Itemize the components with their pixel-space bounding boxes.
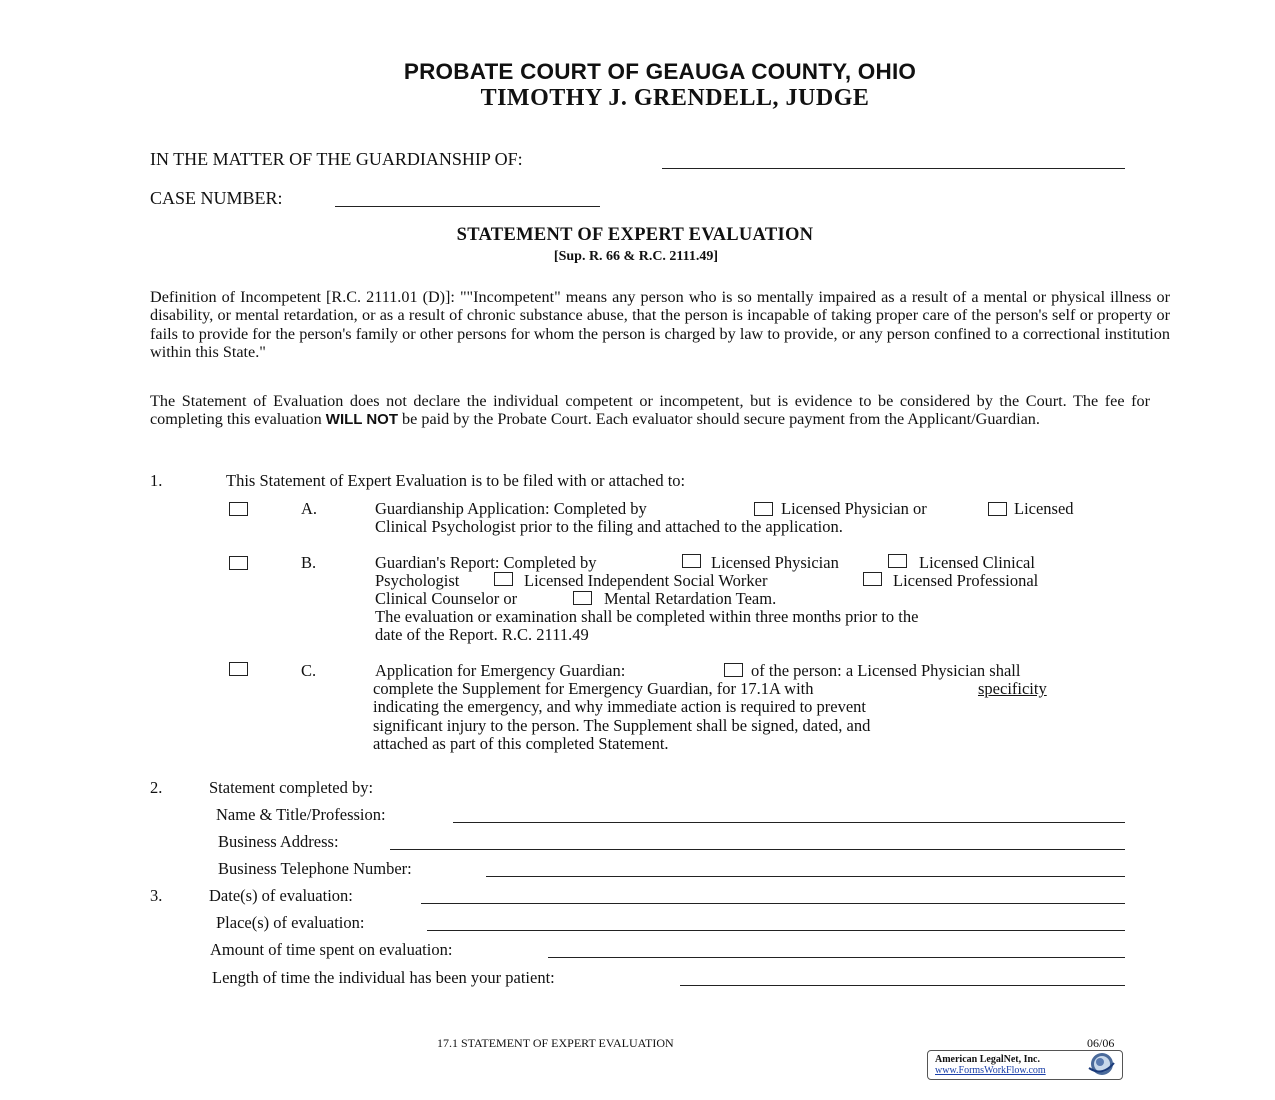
checkbox-b-physician[interactable]	[682, 554, 701, 568]
section-1-number: 1.	[150, 471, 163, 490]
option-a-line1c: Licensed	[1014, 499, 1074, 518]
publisher-badge[interactable]	[927, 1050, 1123, 1080]
patient-length-field[interactable]	[680, 985, 1125, 986]
checkbox-option-c[interactable]	[229, 662, 248, 676]
guardianship-name-field[interactable]	[662, 168, 1125, 169]
option-b-line1b: Licensed Physician	[711, 553, 839, 572]
option-c-line3: indicating the emergency, and why immediate action is required to prevent	[373, 697, 867, 716]
case-number-field[interactable]	[335, 206, 600, 207]
checkbox-option-a[interactable]	[229, 502, 248, 516]
checkbox-b-clinical-psychologist[interactable]	[888, 554, 907, 568]
checkbox-b-social-worker[interactable]	[494, 572, 513, 586]
option-b-line3b: Mental Retardation Team.	[604, 589, 777, 608]
guardianship-label: IN THE MATTER OF THE GUARDIANSHIP OF:	[150, 149, 523, 169]
option-b-line3a: Clinical Counselor or	[375, 589, 518, 608]
option-c-line1b: of the person: a Licensed Physician shall	[751, 661, 1021, 680]
option-b-letter: B.	[301, 553, 317, 572]
places-label: Place(s) of evaluation:	[216, 913, 365, 932]
checkbox-option-b[interactable]	[229, 556, 248, 570]
business-phone-label: Business Telephone Number:	[218, 859, 412, 878]
court-name: PROBATE COURT OF GEAUGA COUNTY, OHIO	[403, 59, 917, 84]
option-c-line1a: Application for Emergency Guardian:	[375, 661, 626, 680]
notice-text-end: be paid by the Probate Court. Each evaluator should secure payment from the Applicant/Guardian.	[398, 410, 1040, 429]
incompetent-definition: Definition of Incompetent [R.C. 2111.01 (D)]: ""Incompetent" means any person who is so mentally impaired as a result of a mental or physical illness or disability, or mental retardation, or as a result of chronic substance abuse, that the person is incapable of taking proper care of the person's self or property or fails to provide for the person's family or other persons for whom the person is charged by law to provide, or any person confined to a correctional institution within this State."	[150, 288, 1170, 361]
business-address-field[interactable]	[390, 849, 1125, 850]
checkbox-a-physician[interactable]	[754, 502, 773, 516]
option-c-line5: attached as part of this completed Statement.	[373, 734, 669, 753]
option-a-line1b: Licensed Physician or	[781, 499, 927, 518]
option-b-line1a: Guardian's Report: Completed by	[375, 553, 597, 572]
footer-form-name: 17.1 STATEMENT OF EXPERT EVALUATION	[437, 1036, 674, 1050]
notice-text-start: The Statement of Evaluation does not declare the individual competent or incompetent, but is evidence to be considered by the Court. The fee for completing this evaluation	[150, 392, 1150, 429]
option-c-line4: significant injury to the person. The Supplement shall be signed, dated, and	[373, 716, 871, 735]
section-2-heading: Statement completed by:	[209, 778, 374, 797]
option-a-letter: A.	[301, 499, 318, 518]
option-b-line2a: Psychologist	[375, 571, 460, 590]
form-subtitle: [Sup. R. 66 & R.C. 2111.49]	[553, 249, 719, 264]
form-title: STATEMENT OF EXPERT EVALUATION	[456, 225, 814, 245]
judge-name: TIMOTHY J. GRENDELL, JUDGE	[480, 85, 870, 111]
option-b-line4: The evaluation or examination shall be completed within three months prior to the	[375, 607, 919, 626]
section-3-number: 3.	[150, 886, 163, 905]
option-a-line2: Clinical Psychologist prior to the filing and attached to the application.	[375, 517, 843, 536]
option-c-line2b: specificity	[978, 679, 1047, 698]
option-b-line1c: Licensed Clinical	[919, 553, 1035, 572]
time-spent-label: Amount of time spent on evaluation:	[210, 940, 453, 959]
checkbox-a-psychologist[interactable]	[988, 502, 1007, 516]
option-c-line2a: complete the Supplement for Emergency Guardian, for 17.1A with	[373, 679, 814, 698]
section-1-text: This Statement of Expert Evaluation is to be filed with or attached to:	[226, 471, 686, 490]
globe-icon	[1086, 1051, 1116, 1077]
option-b-line5: date of the Report. R.C. 2111.49	[375, 625, 589, 644]
business-phone-field[interactable]	[486, 876, 1125, 877]
dates-field[interactable]	[421, 903, 1125, 904]
dates-label: Date(s) of evaluation:	[209, 886, 353, 905]
business-address-label: Business Address:	[218, 832, 339, 851]
publisher-url[interactable]: www.FormsWorkFlow.com	[935, 1065, 1046, 1076]
option-a-line1a: Guardianship Application: Completed by	[375, 499, 647, 518]
time-spent-field[interactable]	[548, 957, 1125, 958]
name-title-label: Name & Title/Profession:	[216, 805, 386, 824]
evaluation-notice	[150, 392, 1150, 430]
patient-length-label: Length of time the individual has been your patient:	[212, 968, 555, 987]
checkbox-b-mr-team[interactable]	[573, 591, 592, 605]
publisher-name: American LegalNet, Inc.	[935, 1054, 1040, 1065]
option-b-line2b: Licensed Independent Social Worker	[524, 571, 768, 590]
notice-bold: WILL NOT	[325, 411, 398, 429]
option-c-letter: C.	[301, 661, 317, 680]
checkbox-b-professional-counselor[interactable]	[863, 572, 882, 586]
footer-revision: 06/06	[1087, 1036, 1115, 1050]
places-field[interactable]	[427, 930, 1125, 931]
checkbox-c-of-person[interactable]	[724, 663, 743, 677]
name-title-field[interactable]	[453, 822, 1125, 823]
option-b-line2c: Licensed Professional	[893, 571, 1039, 590]
section-2-number: 2.	[150, 778, 163, 797]
case-number-label: CASE NUMBER:	[150, 188, 283, 208]
